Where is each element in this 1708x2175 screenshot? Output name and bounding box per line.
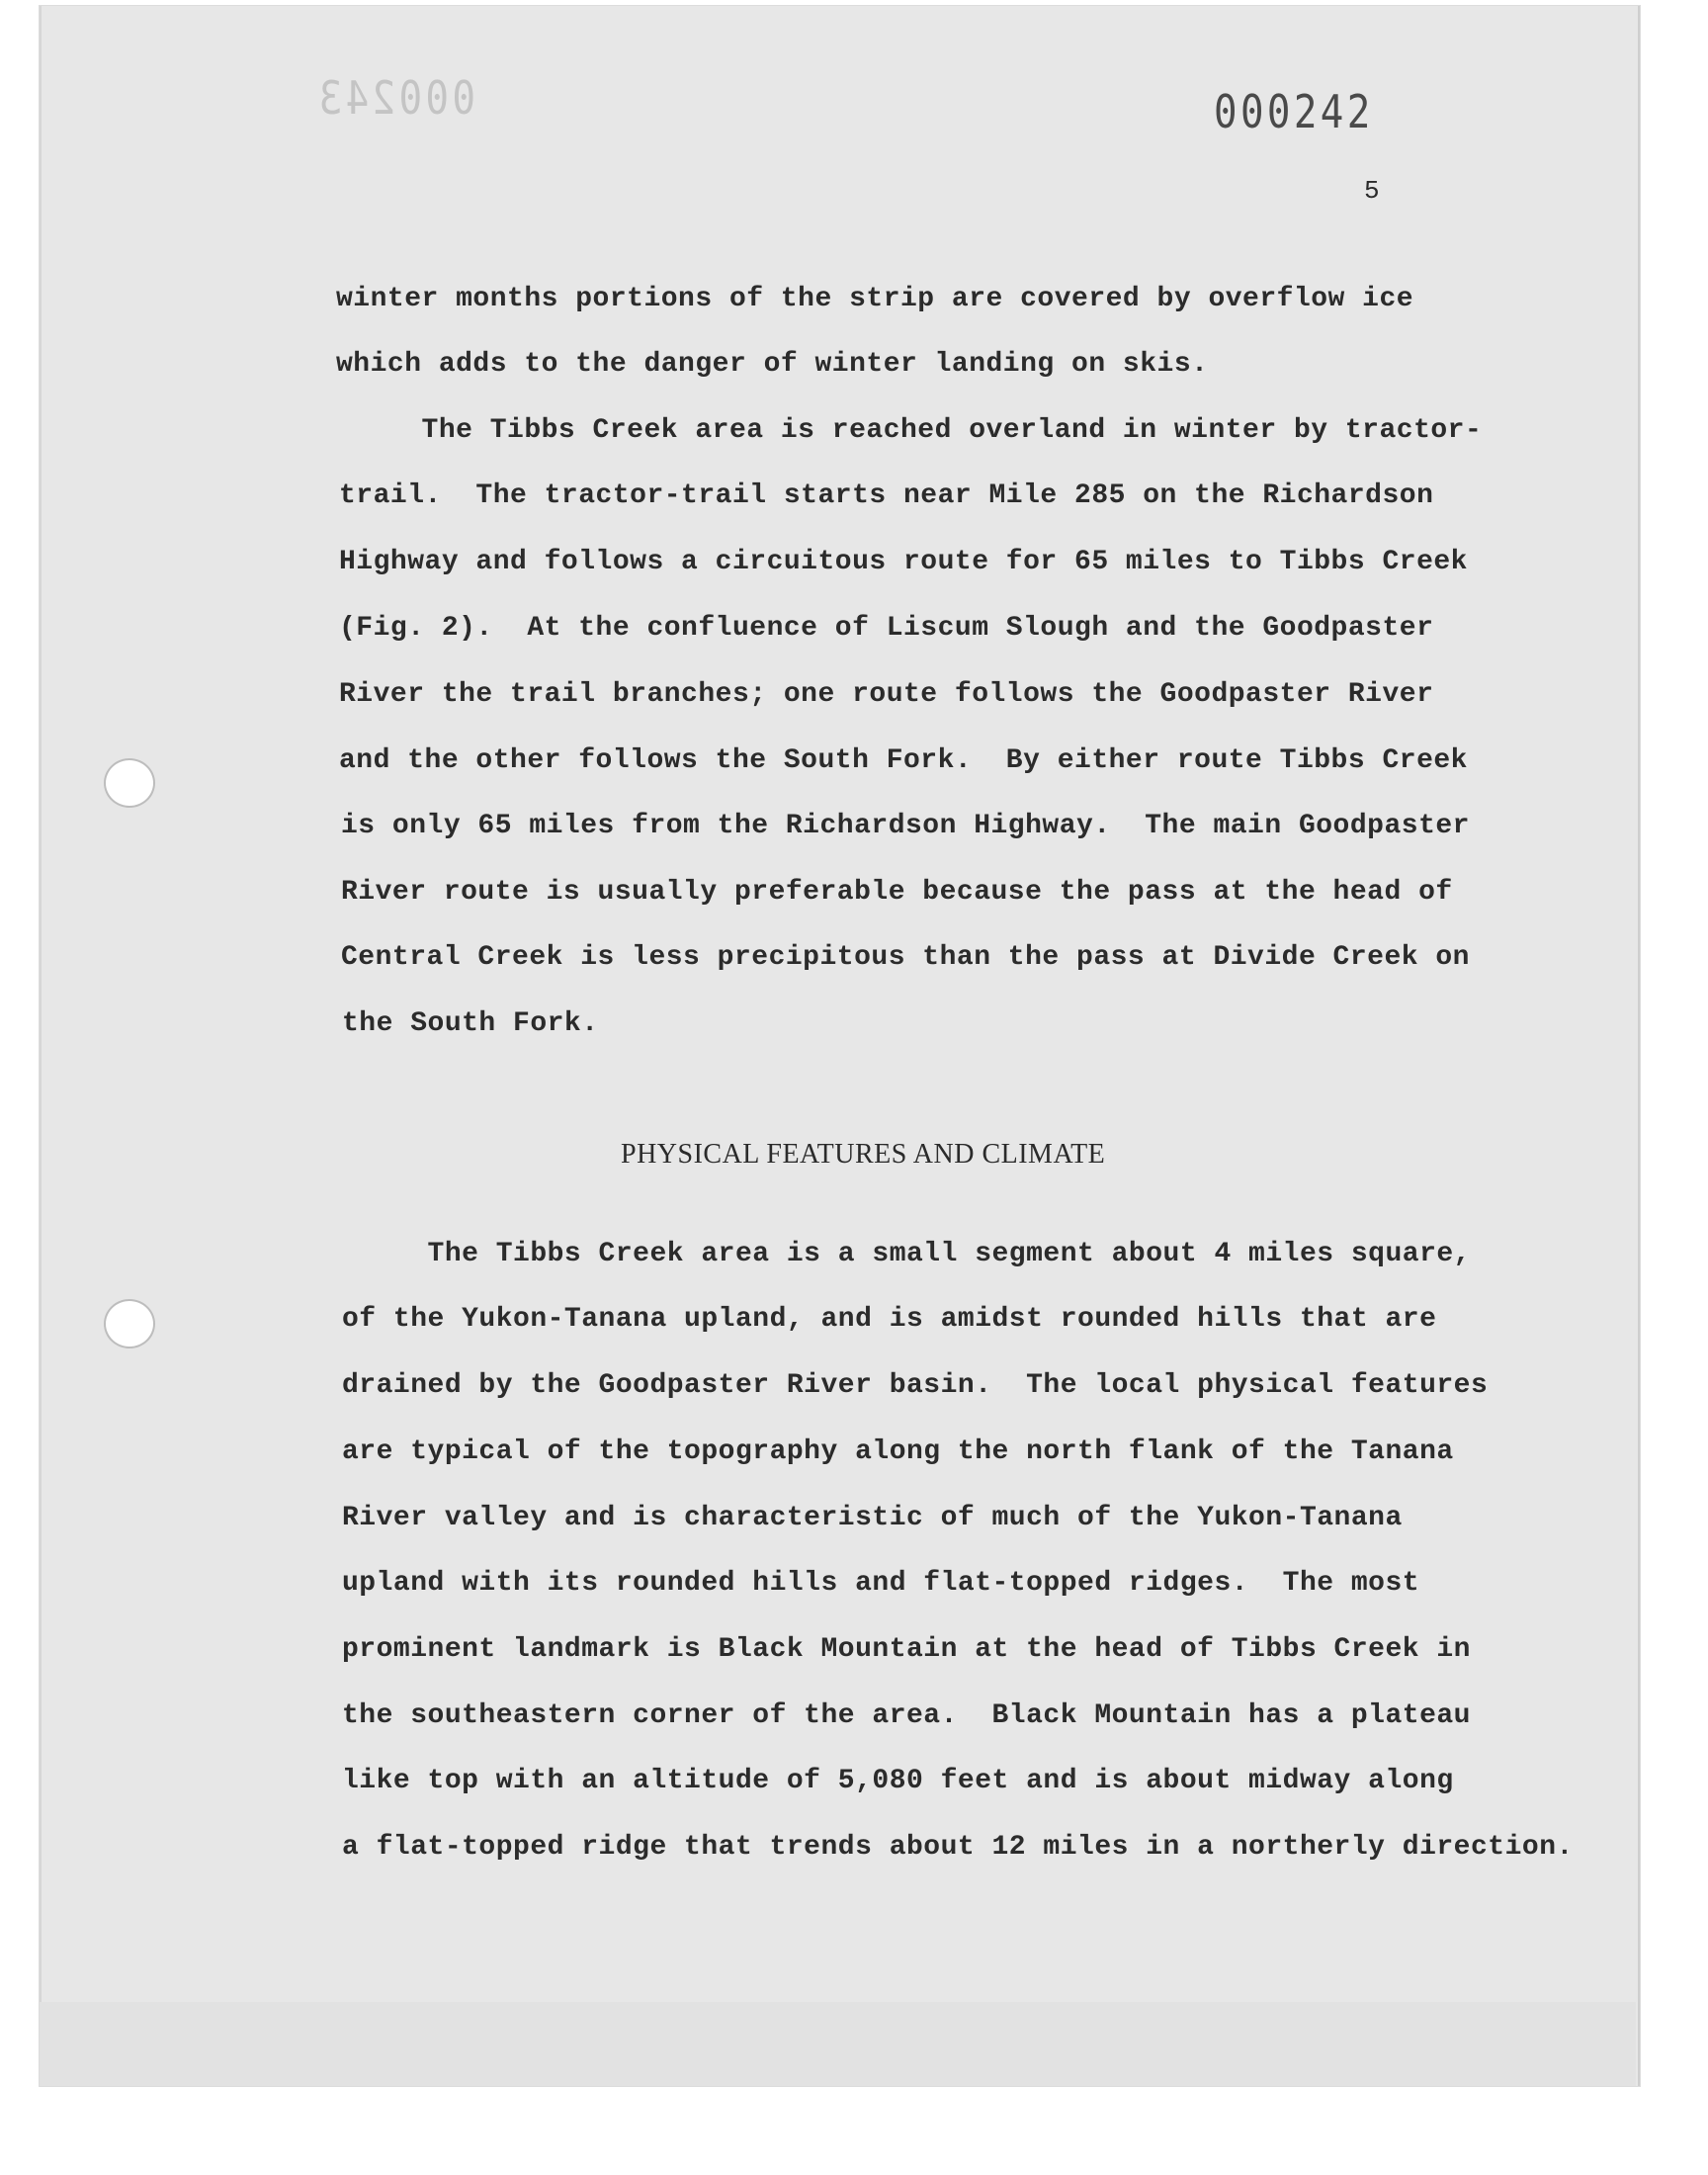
text-line: of the Yukon-Tanana upland, and is amidst rounded hills that are [342, 1304, 1437, 1335]
text-line: trail. The tractor-trail starts near Mile 285 on the Richardson [339, 480, 1434, 511]
text-line: River valley and is characteristic of much of the Yukon-Tanana [342, 1503, 1403, 1533]
text-line: and the other follows the South Fork. By either route Tibbs Creek [339, 745, 1468, 776]
text-line: like top with an altitude of 5,080 feet and is about midway along [342, 1766, 1454, 1796]
text-line: which adds to the danger of winter landing on skis. [336, 349, 1209, 380]
text-line: prominent landmark is Black Mountain at the head of Tibbs Creek in [342, 1634, 1471, 1665]
text-line: the South Fork. [342, 1008, 599, 1039]
stamp-number: 000242 [1214, 85, 1374, 138]
text-line: River the trail branches; one route follows the Goodpaster River [339, 679, 1434, 710]
text-line: a flat-topped ridge that trends about 12 miles in a northerly direction. [342, 1832, 1574, 1863]
text-line: The Tibbs Creek area is reached overland in winter by tractor- [336, 415, 1483, 446]
text-line: The Tibbs Creek area is a small segment about 4 miles square, [342, 1239, 1471, 1269]
text-line: drained by the Goodpaster River basin. The local physical features [342, 1370, 1489, 1401]
paper-bottom-edge [40, 2002, 1636, 2086]
text-line: are typical of the topography along the north flank of the Tanana [342, 1436, 1454, 1467]
page-number: 5 [1364, 176, 1380, 206]
text-line: River route is usually preferable because the pass at the head of [341, 877, 1453, 908]
text-line: (Fig. 2). At the confluence of Liscum Slough and the Goodpaster [339, 613, 1434, 644]
text-line: Highway and follows a circuitous route for 65 miles to Tibbs Creek [339, 547, 1468, 577]
punch-hole-top [104, 758, 155, 808]
bleed-through-stamp-number: 000243 [315, 71, 475, 125]
text-line: is only 65 miles from the Richardson Highway. The main Goodpaster [341, 811, 1470, 841]
text-line: the southeastern corner of the area. Black Mountain has a plateau [342, 1700, 1471, 1731]
text-line: winter months portions of the strip are covered by overflow ice [336, 284, 1414, 314]
section-heading: PHYSICAL FEATURES AND CLIMATE [621, 1139, 1106, 1170]
text-line: upland with its rounded hills and flat-topped ridges. The most [342, 1568, 1420, 1599]
punch-hole-bottom [104, 1299, 155, 1348]
text-line: Central Creek is less precipitous than the pass at Divide Creek on [341, 942, 1470, 973]
